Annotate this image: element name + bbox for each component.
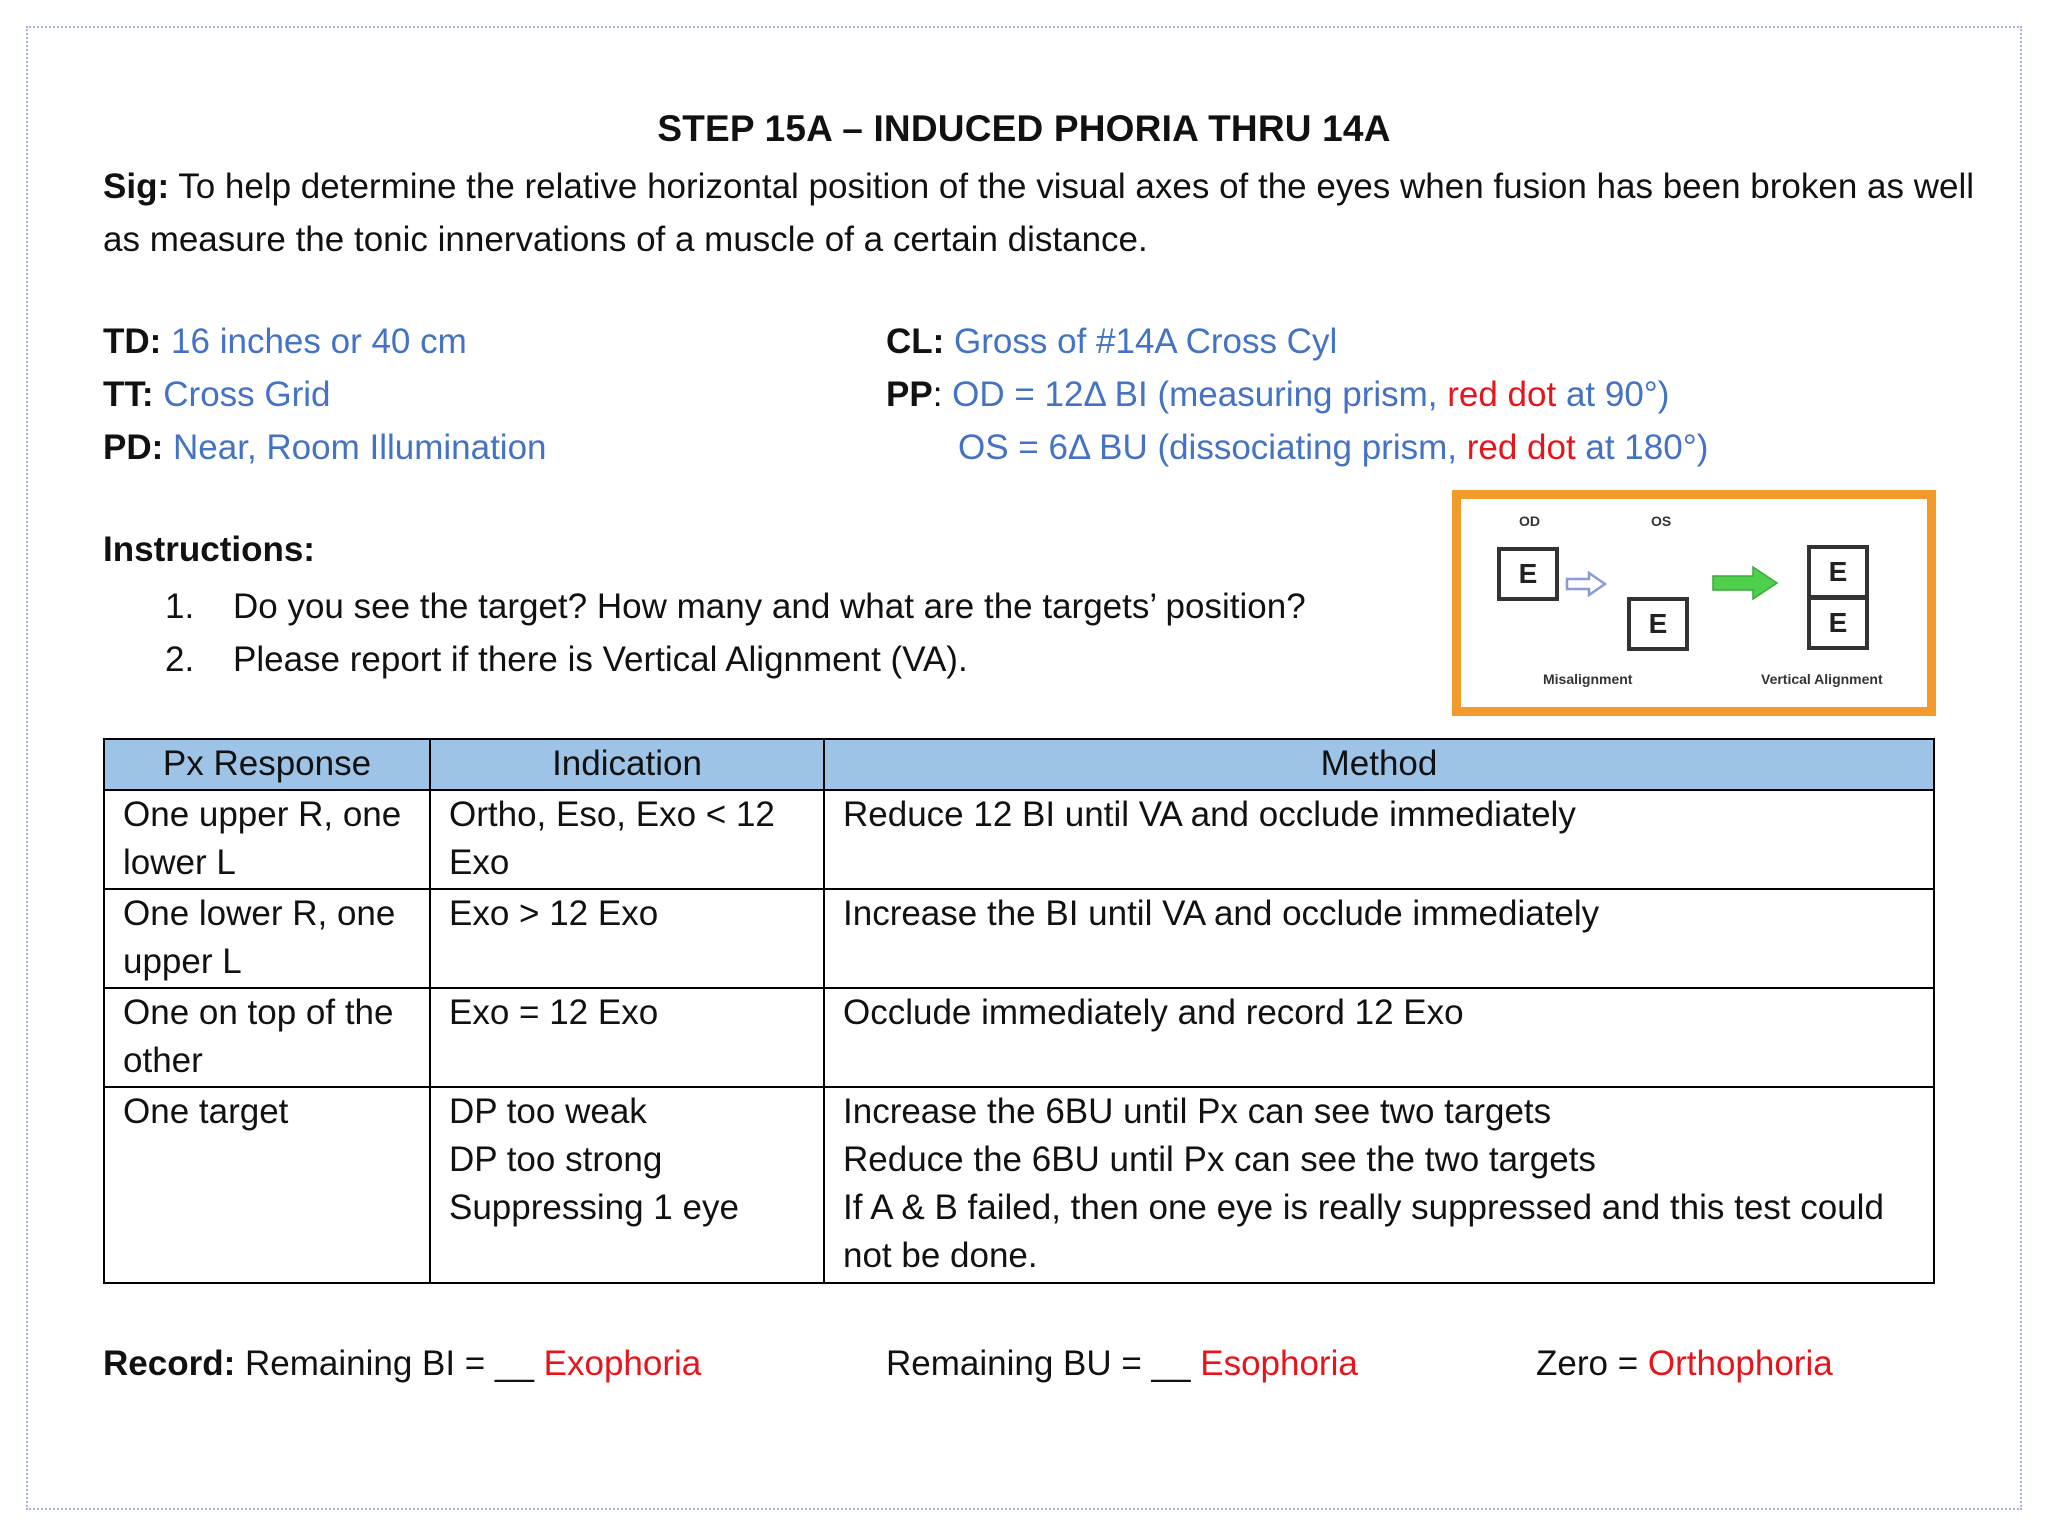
cell-response: One target [104,1087,430,1283]
od-target-box: E [1497,547,1559,601]
pd-label: PD: [103,428,164,467]
instruction-item [165,580,1306,633]
header-px-response: Px Response [104,739,430,790]
aligned-target-bottom: E [1807,596,1869,650]
instruction-text: Please report if there is Vertical Alignment (VA). [233,640,968,679]
pp-od-text-a: OD = 12Δ BI (measuring prism, [952,375,1448,414]
tt-line [103,373,331,417]
pd-line [103,426,547,470]
header-method: Method [824,739,1934,790]
record-bi-result: Exophoria [543,1344,702,1383]
pp-colon: : [932,375,943,414]
table-header-row [104,739,1934,790]
pp-od-line [886,373,1669,417]
record-bu [886,1340,1358,1388]
cl-value: Gross of #14A Cross Cyl [954,322,1338,361]
record-zero-result: Orthophoria [1647,1344,1833,1383]
table-row [104,790,1934,889]
cell-indication: Exo > 12 Exo [430,889,824,988]
os-label: OS [1651,513,1672,529]
pp-os-text-b: at 180°) [1575,428,1709,467]
green-arrow-icon [1711,565,1781,601]
pp-os-line [958,426,1708,470]
method-line: If A & B failed, then one eye is really suppressed and this test could not be done. [843,1188,1884,1275]
instruction-number: 1. [165,587,195,626]
os-target-box: E [1627,597,1689,651]
record-bu-text: Remaining BU = __ [886,1344,1191,1383]
cl-label: CL: [886,322,945,361]
od-label: OD [1519,513,1540,529]
sig-label: Sig: [103,167,170,206]
indication-line: DP too weak [449,1092,647,1131]
record-bu-result: Esophoria [1200,1344,1358,1383]
pd-value: Near, Room Illumination [173,428,547,467]
cell-response: One on top of the other [104,988,430,1087]
cell-response: One upper R, one lower L [104,790,430,889]
record-bi [103,1340,701,1388]
tt-value: Cross Grid [163,375,331,414]
sig-text: To help determine the relative horizontal position of the visual axes of the eyes when fusion has been broken as well as measure the tonic innervations of a muscle of a certain distance. [103,167,1975,259]
misalignment-label: Misalignment [1543,671,1633,687]
cell-method: Reduce 12 BI until VA and occlude immediately [824,790,1934,889]
cell-indication: Exo = 12 Exo [430,988,824,1087]
td-value: 16 inches or 40 cm [171,322,467,361]
tt-label: TT: [103,375,154,414]
td-line [103,320,467,364]
pp-label: PP [886,375,933,414]
cell-method: Increase the BI until VA and occlude immediately [824,889,1934,988]
td-label: TD: [103,322,162,361]
pp-os-text-a: OS = 6Δ BU (dissociating prism, [958,428,1467,467]
record-zero-text: Zero = [1536,1344,1639,1383]
cell-response: One lower R, one upper L [104,889,430,988]
sig-paragraph [103,160,1983,266]
instruction-item [165,633,1306,686]
table-row [104,1087,1934,1283]
record-zero [1536,1340,1833,1388]
pp-od-red-dot: red dot [1447,375,1557,414]
vertical-alignment-label: Vertical Alignment [1761,671,1883,687]
instructions-list [165,580,1306,686]
instruction-text: Do you see the target? How many and what are the targets’ position? [233,587,1306,626]
alignment-figure [1452,490,1936,716]
method-line: Reduce the 6BU until Px can see the two targets [843,1140,1596,1179]
instructions-title: Instructions: [103,530,315,569]
page-title: STEP 15A – INDUCED PHORIA THRU 14A [657,108,1391,149]
indication-line: DP too strong [449,1140,663,1179]
outline-arrow-icon [1565,571,1607,597]
cell-method: Occlude immediately and record 12 Exo [824,988,1934,1087]
aligned-target-top: E [1807,545,1869,599]
cell-indication [430,1087,824,1283]
pp-od-text-b: at 90°) [1556,375,1670,414]
header-indication: Indication [430,739,824,790]
cell-method [824,1087,1934,1283]
cl-line [886,320,1337,364]
table-row [104,889,1934,988]
record-bi-text: Remaining BI = __ [244,1344,534,1383]
record-label: Record: [103,1344,236,1383]
method-line: Increase the 6BU until Px can see two targets [843,1092,1552,1131]
table-row [104,988,1934,1087]
indication-line: Suppressing 1 eye [449,1188,739,1227]
pp-os-red-dot: red dot [1466,428,1576,467]
instruction-number: 2. [165,640,195,679]
response-table [103,738,1935,1284]
cell-indication: Ortho, Eso, Exo < 12 Exo [430,790,824,889]
